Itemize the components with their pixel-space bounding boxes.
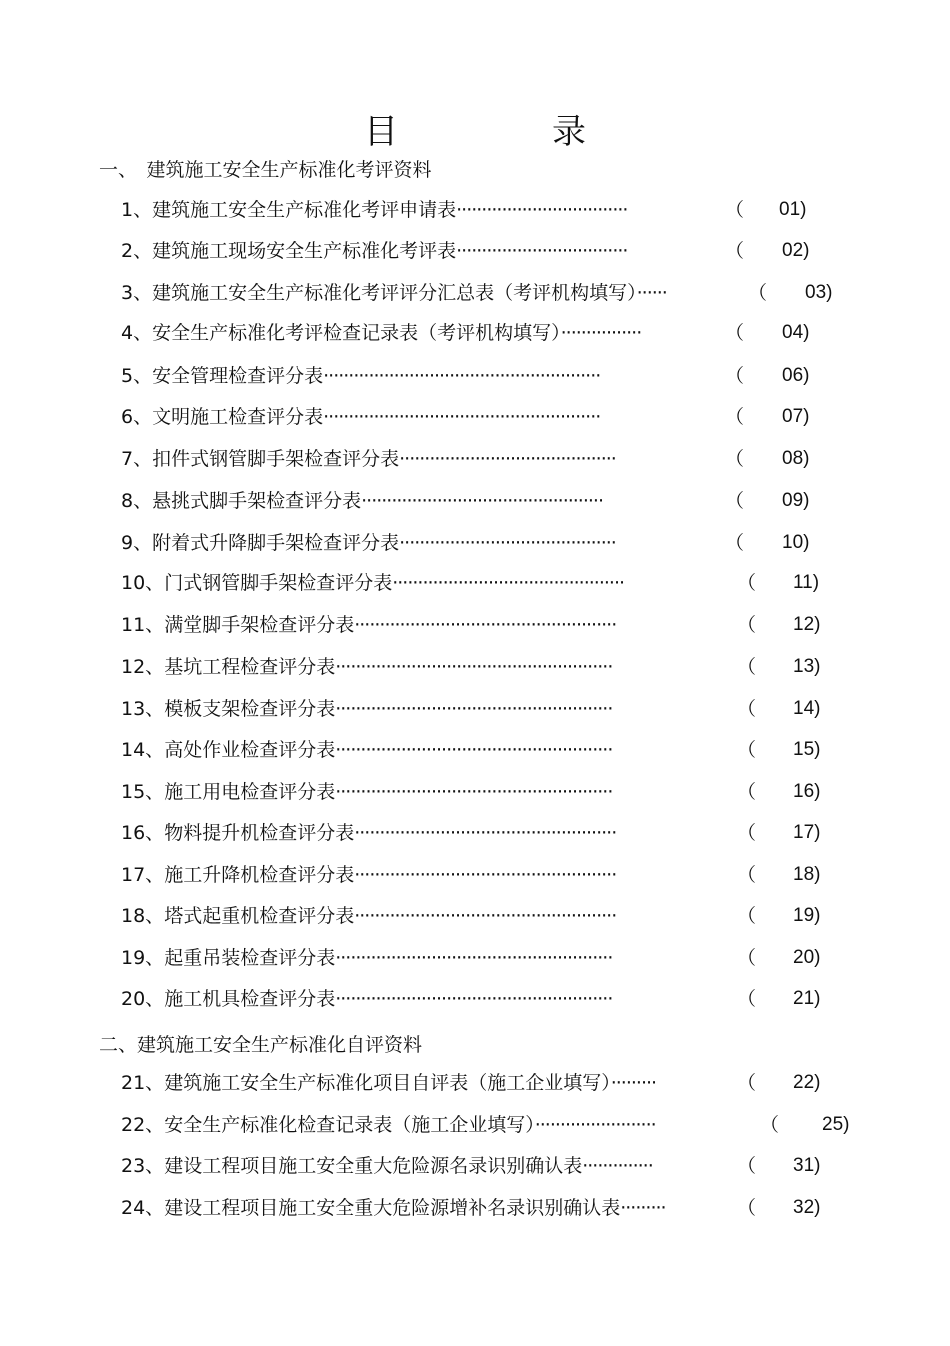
open-paren: （ (737, 781, 757, 803)
toc-page-number: 13) (793, 656, 821, 677)
open-paren: （ (737, 947, 757, 969)
toc-entry-number: 19、 (121, 947, 165, 969)
toc-page-number: 31) (793, 1155, 821, 1176)
toc-leader-dots: ········· (610, 1072, 657, 1094)
open-paren: （ (725, 322, 745, 344)
toc-leader-dots: ··········································· (399, 532, 616, 554)
toc-entry[interactable] (121, 904, 616, 928)
toc-entry-title: 文明施工检查评分表 (152, 406, 324, 428)
toc-entry-number: 5、 (121, 365, 153, 387)
open-paren: （ (748, 282, 768, 304)
toc-entry-title: 悬挑式脚手架检查评分表 (152, 490, 362, 512)
toc-leader-dots: ······················································· (335, 781, 613, 803)
toc-entry-number: 18、 (121, 905, 165, 927)
toc-entry-title: 建筑施工安全生产标准化项目自评表（施工企业填写） (164, 1072, 611, 1094)
toc-page-number: 06) (782, 365, 810, 386)
toc-entry-number: 23、 (121, 1155, 165, 1177)
toc-leader-dots: ························ (534, 1114, 656, 1136)
toc-entry[interactable] (121, 1196, 666, 1220)
toc-entry-number: 9、 (121, 532, 153, 554)
toc-entry-title: 安全管理检查评分表 (152, 365, 324, 387)
open-paren: （ (737, 822, 757, 844)
toc-entry-title: 施工用电检查评分表 (164, 781, 336, 803)
toc-page-number: 04) (782, 322, 810, 343)
toc-entry[interactable] (121, 281, 667, 305)
open-paren: （ (725, 448, 745, 470)
toc-leader-dots: ······················································· (335, 656, 613, 678)
toc-entry[interactable] (121, 447, 616, 471)
toc-entry[interactable] (121, 1113, 656, 1137)
toc-entry[interactable] (121, 738, 612, 762)
toc-leader-dots: ······ (636, 282, 667, 304)
toc-entry-number: 21、 (121, 1072, 165, 1094)
toc-page-number: 16) (793, 781, 821, 802)
toc-entry-number: 24、 (121, 1197, 165, 1219)
toc-entry-title: 建设工程项目施工安全重大危险源名录识别确认表 (164, 1155, 583, 1177)
open-paren: （ (737, 905, 757, 927)
toc-entry-title: 起重吊装检查评分表 (164, 947, 336, 969)
toc-page-number: 22) (793, 1072, 821, 1093)
toc-leader-dots: ·································· (456, 240, 628, 262)
toc-page-number: 14) (793, 698, 821, 719)
toc-entry-title: 施工机具检查评分表 (164, 988, 336, 1010)
toc-entry-title: 安全生产标准化检查记录表（施工企业填写） (164, 1114, 535, 1136)
toc-entry-number: 10、 (121, 572, 165, 594)
toc-page-number: 12) (793, 614, 821, 635)
toc-page-number: 01) (779, 199, 807, 220)
toc-entry-number: 17、 (121, 864, 165, 886)
toc-entry[interactable] (121, 655, 612, 679)
toc-entry[interactable] (121, 321, 641, 345)
toc-entry-number: 12、 (121, 656, 165, 678)
open-paren: （ (737, 739, 757, 761)
open-paren: （ (725, 532, 745, 554)
toc-entry-number: 22、 (121, 1114, 165, 1136)
toc-entry-number: 6、 (121, 406, 153, 428)
toc-entry[interactable] (121, 863, 616, 887)
toc-page-number: 15) (793, 739, 821, 760)
toc-entry[interactable] (121, 821, 616, 845)
toc-entry-title: 高处作业检查评分表 (164, 739, 336, 761)
toc-leader-dots: ··········································· (399, 448, 616, 470)
toc-entry-title: 建筑施工安全生产标准化考评申请表 (152, 199, 457, 221)
open-paren: （ (737, 614, 757, 636)
toc-entry-title: 模板支架检查评分表 (164, 698, 336, 720)
toc-entry-title: 建筑施工安全生产标准化考评评分汇总表（考评机构填写） (152, 282, 637, 304)
toc-entry[interactable] (121, 613, 616, 637)
toc-leader-dots: ·············· (582, 1155, 653, 1177)
toc-entry[interactable] (121, 987, 612, 1011)
toc-entry-title: 塔式起重机检查评分表 (164, 905, 355, 927)
toc-entry-number: 8、 (121, 490, 153, 512)
toc-leader-dots: ········· (620, 1197, 666, 1219)
toc-entry[interactable] (121, 697, 612, 721)
toc-entry-title: 基坑工程检查评分表 (164, 656, 336, 678)
toc-page-number: 11) (793, 572, 820, 593)
open-paren: （ (725, 406, 745, 428)
toc-leader-dots: ······················································· (335, 988, 613, 1010)
toc-entry-number: 20、 (121, 988, 165, 1010)
toc-leader-dots: ·································· (456, 199, 628, 221)
toc-entry[interactable] (121, 198, 627, 222)
toc-leader-dots: ······················································· (335, 698, 613, 720)
toc-page-number: 03) (805, 282, 833, 303)
open-paren: （ (725, 490, 745, 512)
toc-entry[interactable] (121, 405, 600, 429)
toc-entry-number: 2、 (121, 240, 153, 262)
toc-entry[interactable] (121, 780, 612, 804)
toc-entry-number: 13、 (121, 698, 165, 720)
toc-page-number: 08) (782, 448, 810, 469)
toc-entry-number: 3、 (121, 282, 153, 304)
toc-entry-number: 14、 (121, 739, 165, 761)
toc-leader-dots: ···················································· (354, 822, 617, 844)
toc-page-number: 07) (782, 406, 810, 427)
open-paren: （ (737, 572, 757, 594)
open-paren: （ (737, 1155, 757, 1177)
toc-leader-dots: ················ (560, 322, 642, 344)
open-paren: （ (725, 365, 745, 387)
toc-entry-title: 附着式升降脚手架检查评分表 (152, 532, 400, 554)
toc-leader-dots: ···················································· (354, 864, 617, 886)
toc-entry[interactable] (121, 1154, 653, 1178)
toc-entry-number: 16、 (121, 822, 165, 844)
toc-page-number: 10) (782, 532, 810, 553)
open-paren: （ (737, 988, 757, 1010)
toc-leader-dots: ···················································· (354, 614, 617, 636)
toc-entry[interactable] (121, 1071, 656, 1095)
toc-page-number: 20) (793, 947, 821, 968)
toc-entry[interactable] (121, 364, 600, 388)
toc-entry[interactable] (121, 489, 603, 513)
toc-entry-number: 1、 (121, 199, 153, 221)
toc-entry-title: 建设工程项目施工安全重大危险源增补名录识别确认表 (164, 1197, 621, 1219)
toc-entry-number: 15、 (121, 781, 165, 803)
toc-entry-title: 建筑施工现场安全生产标准化考评表 (152, 240, 457, 262)
toc-leader-dots: ·············································· (392, 572, 625, 594)
toc-entry-title: 物料提升机检查评分表 (164, 822, 355, 844)
toc-page-number: 21) (793, 988, 821, 1009)
toc-entry-number: 11、 (121, 614, 165, 636)
open-paren: （ (725, 199, 745, 221)
toc-page-number: 18) (793, 864, 821, 885)
toc-page-number: 19) (793, 905, 821, 926)
toc-leader-dots: ················································ (361, 490, 604, 512)
toc-page-number: 17) (793, 822, 821, 843)
open-paren: （ (737, 1197, 757, 1219)
toc-leader-dots: ······················································· (323, 365, 601, 387)
open-paren: （ (760, 1114, 780, 1136)
section-heading-1: 一、 建筑施工安全生产标准化考评资料 (99, 159, 432, 181)
toc-entry-title: 安全生产标准化考评检查记录表（考评机构填写） (152, 322, 561, 344)
toc-entry-title: 满堂脚手架检查评分表 (164, 614, 355, 636)
toc-entry[interactable] (121, 239, 627, 263)
toc-leader-dots: ······················································· (335, 947, 613, 969)
toc-entry-title: 施工升降机检查评分表 (164, 864, 355, 886)
toc-entry-number: 4、 (121, 322, 153, 344)
open-paren: （ (737, 1072, 757, 1094)
open-paren: （ (737, 656, 757, 678)
toc-leader-dots: ······················································· (323, 406, 601, 428)
open-paren: （ (725, 240, 745, 262)
section-heading-2: 二、建筑施工安全生产标准化自评资料 (99, 1034, 423, 1056)
toc-entry[interactable] (121, 531, 616, 555)
toc-entry[interactable] (121, 571, 624, 595)
toc-page-number: 02) (782, 240, 810, 261)
page-title: 目 录 (364, 112, 646, 152)
toc-leader-dots: ···················································· (354, 905, 617, 927)
open-paren: （ (737, 864, 757, 886)
toc-entry[interactable] (121, 946, 612, 970)
toc-page-number: 32) (793, 1197, 821, 1218)
toc-entry-title: 门式钢管脚手架检查评分表 (164, 572, 393, 594)
open-paren: （ (737, 698, 757, 720)
toc-entry-title: 扣件式钢管脚手架检查评分表 (152, 448, 400, 470)
toc-page-number: 09) (782, 490, 810, 511)
toc-page-number: 25) (822, 1114, 850, 1135)
toc-leader-dots: ······················································· (335, 739, 613, 761)
toc-entry-number: 7、 (121, 448, 153, 470)
